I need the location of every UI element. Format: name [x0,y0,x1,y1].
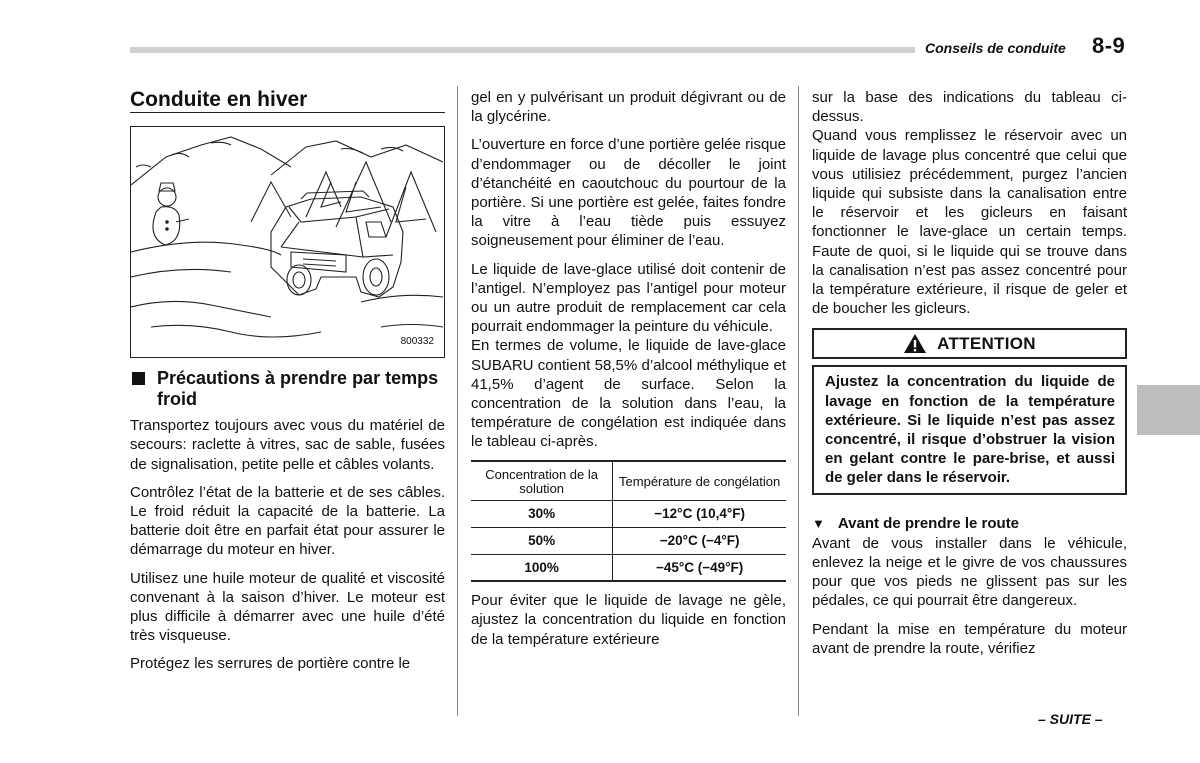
continued-label: – SUITE – [1038,711,1103,727]
paragraph: Quand vous remplissez le réservoir avec un liquide de lavage plus concentré que celui que vous utilisiez précédemment, purgez l’ancien liquide qui subsiste dans la canalisation entre le réservoir et les gicleurs en faisant fonctionner le lave-glace un certain temps. Faute de quoi, si le liquide qui se trouve dans la canalisation n’est pas assez concentré pour la température extérieure, il risque de geler et de boucher les gicleurs. [812,127,1127,318]
header-rule [130,47,915,53]
column-middle [471,88,786,649]
table-row [471,500,786,527]
figure-code: 800332 [400,336,434,347]
attention-text: Ajustez la concentration du liquide de lavage en fonction de la température extérieure. Si le liquide n’est pas assez concentré, il risque d’obstruer la vision en gelant contre le pare-brise, et aussi de geler dans le réservoir. [812,365,1127,494]
paragraph: Pendant la mise en température du moteur avant de prendre la route, vérifiez [812,620,1127,657]
warning-triangle-icon [903,333,927,354]
table-cell: −12°C (10,4°F) [613,500,786,527]
winter-scene-illustration [130,126,445,358]
paragraph: Contrôlez l’état de la batterie et de ses câbles. Le froid réduit la capacité de la batterie. La batterie doit être en parfait état pour assurer le démarrage du moteur en hiver. [130,483,445,559]
subheading [812,514,1127,533]
column-divider [798,86,799,716]
table-cell: 100% [471,554,613,581]
paragraph: L’ouverture en force d’une portière gelée risque d’endommager ou de décoller le joint d’étanchéité en caoutchouc du pourtour de la portière. Si une portière est gelée, faites fondre la vitre à l’eau tiède puis essuyez soigneusement pour éliminer de l’eau. [471,136,786,250]
paragraph: Avant de vous installer dans le véhicule, enlevez la neige et le givre de vos chaussures pour que vos pieds ne glissent pas sur les pédales, ce qui pourrait être dangereux. [812,534,1127,610]
table-row [471,554,786,581]
subheading-label: Avant de prendre le route [837,514,1020,532]
table-row [471,527,786,554]
subsection-title: Précautions à prendre par temps froid [157,368,439,410]
section-title: Conduite en hiver [130,88,445,113]
attention-banner [812,328,1127,359]
paragraph: gel en y pulvérisant un produit dégivrant ou de la glycérine. [471,89,786,126]
paragraph: Pour éviter que le liquide de lavage ne gèle, ajustez la concentration du liquide en fonction de la température extérieure [471,592,786,648]
paragraph: Protégez les serrures de portière contre le [130,655,411,673]
column-left [130,88,445,674]
table-cell: −45°C (−49°F) [613,554,786,581]
column-header: Concentration de la solution [471,461,613,501]
paragraph: sur la base des indications du tableau ci-dessus. [812,89,1127,126]
column-divider [457,86,458,716]
table-header-row [471,461,786,501]
column-right [812,88,1127,658]
paragraph: En termes de volume, le liquide de lave-glace SUBARU contient 58,5% d’alcool méthylique et 41,5% d’agent de surface. Selon la concentration de la solution dans l’eau, la température de congélation est indiquée dans le tableau ci-après. [471,337,786,451]
table-cell: −20°C (−4°F) [613,527,786,554]
column-header: Température de congélation [613,461,786,501]
page-number: 8-9 [1092,33,1126,58]
square-bullet-icon [132,372,145,385]
paragraph: Utilisez une huile moteur de qualité et viscosité convenant à la saison d’hiver. Le moteur est plus difficile à démarrer avec une huile d’été très visqueuse. [130,569,445,645]
table-cell: 30% [471,500,613,527]
table-cell: 50% [471,527,613,554]
freezing-point-table [471,460,786,583]
chapter-thumb-tab [1137,385,1200,435]
running-header-title: Conseils de conduite [925,40,1066,56]
paragraph: Transportez toujours avec vous du matériel de secours: raclette à vitres, sac de sable, fusées de signalisation, petite pelle et câbles volants. [130,417,445,473]
paragraph: Le liquide de lave-glace utilisé doit contenir de l’antigel. N’employez pas l’antigel pour moteur ou un autre produit de remplacement car cela pourrait endommager la peinture du véhicule. [471,260,786,336]
triangle-bullet-icon: ▼ [812,515,825,531]
subsection-heading [130,368,445,410]
attention-label: ATTENTION [937,334,1036,354]
